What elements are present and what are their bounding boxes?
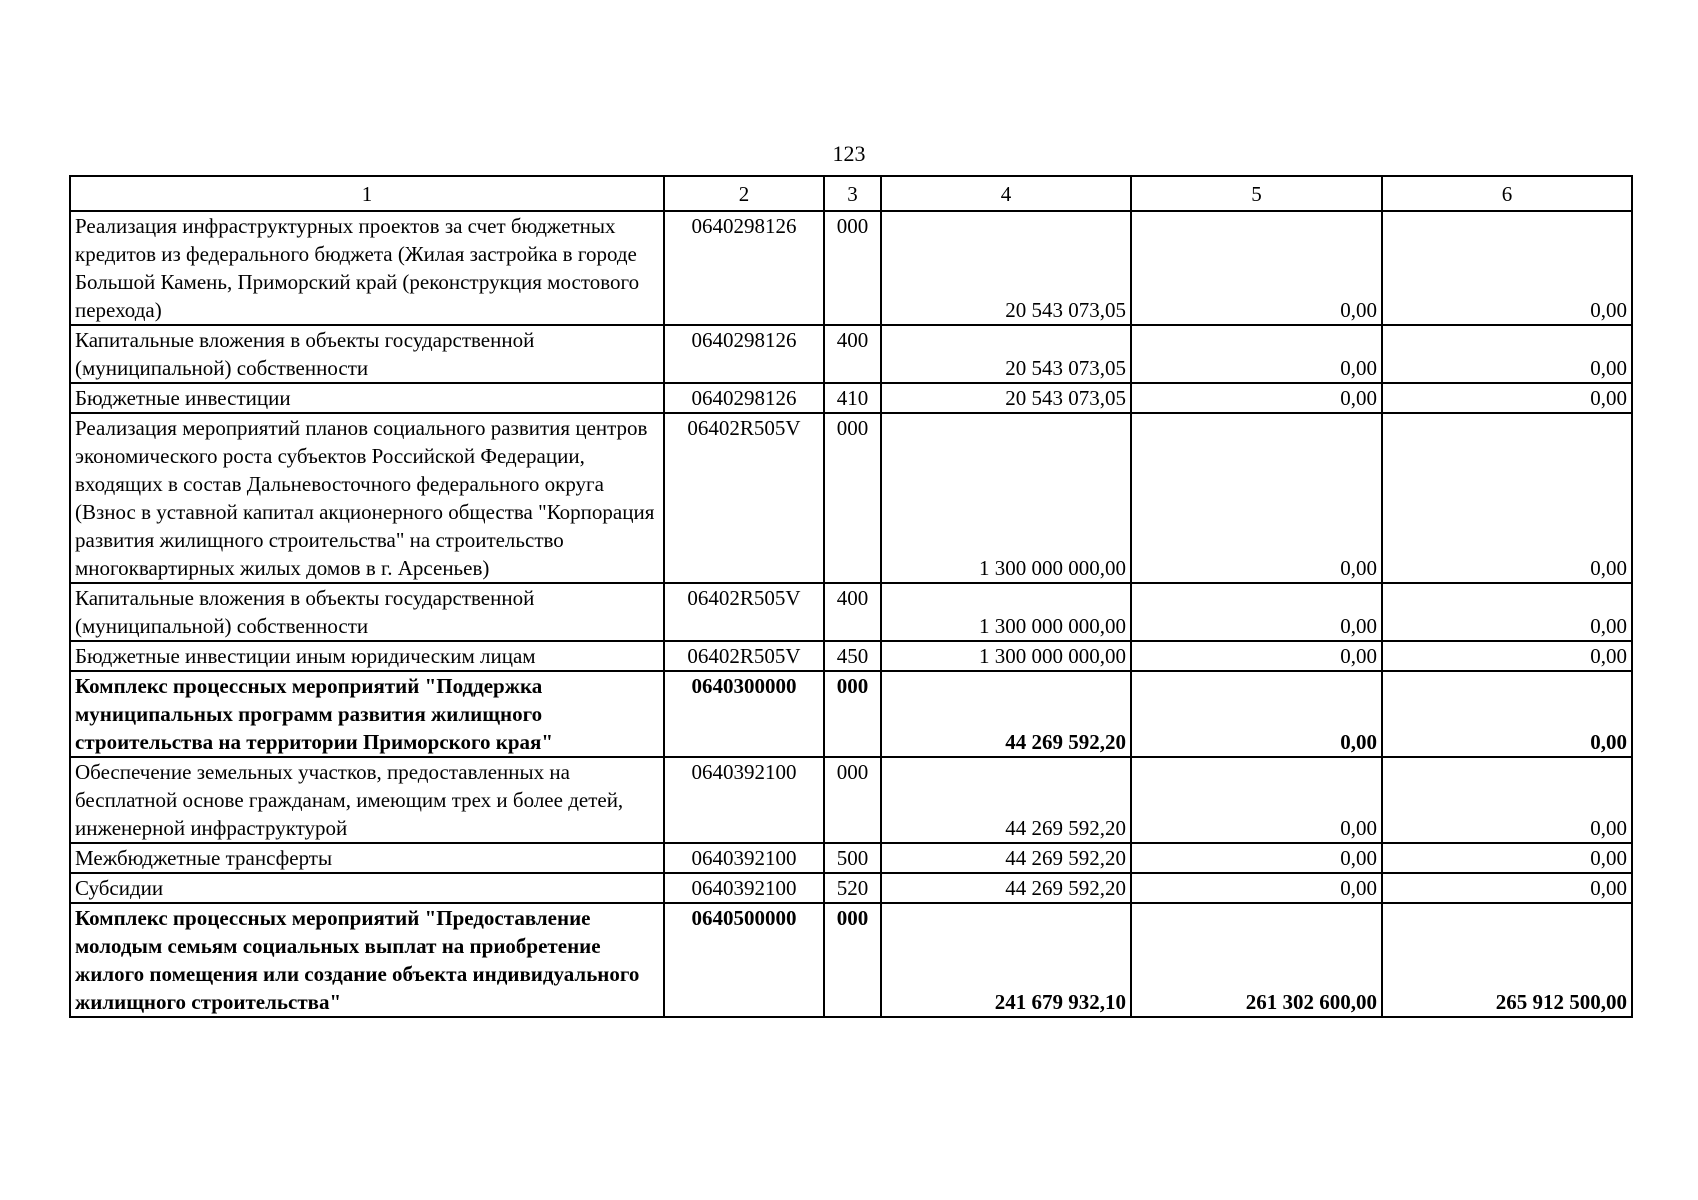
cell-code: 0640298126 <box>664 211 824 325</box>
cell-amount-col4: 44 269 592,20 <box>881 757 1131 843</box>
cell-expense-type: 000 <box>824 211 881 325</box>
budget-table <box>69 175 1633 1018</box>
cell-amount-col5: 0,00 <box>1131 671 1382 757</box>
cell-name: Комплекс процессных мероприятий "Поддержка муниципальных программ развития жилищного строительства на территории Приморского края" <box>70 671 664 757</box>
cell-amount-col4: 20 543 073,05 <box>881 211 1131 325</box>
cell-code: 0640392100 <box>664 843 824 873</box>
cell-code: 06402R505V <box>664 413 824 583</box>
column-header-5: 5 <box>1131 176 1382 211</box>
cell-code: 0640392100 <box>664 873 824 903</box>
table-row <box>70 325 1632 383</box>
cell-name: Межбюджетные трансферты <box>70 843 664 873</box>
cell-amount-col6: 0,00 <box>1382 873 1632 903</box>
cell-amount-col6: 0,00 <box>1382 843 1632 873</box>
cell-amount-col6: 265 912 500,00 <box>1382 903 1632 1017</box>
cell-amount-col6: 0,00 <box>1382 413 1632 583</box>
cell-expense-type: 000 <box>824 903 881 1017</box>
column-header-4: 4 <box>881 176 1131 211</box>
cell-amount-col5: 0,00 <box>1131 211 1382 325</box>
cell-amount-col5: 0,00 <box>1131 843 1382 873</box>
cell-code: 06402R505V <box>664 583 824 641</box>
cell-name: Субсидии <box>70 873 664 903</box>
cell-amount-col4: 44 269 592,20 <box>881 671 1131 757</box>
header-row <box>70 176 1632 211</box>
table-row <box>70 873 1632 903</box>
cell-amount-col6: 0,00 <box>1382 211 1632 325</box>
table-row <box>70 583 1632 641</box>
cell-amount-col6: 0,00 <box>1382 671 1632 757</box>
cell-expense-type: 000 <box>824 413 881 583</box>
cell-amount-col6: 0,00 <box>1382 583 1632 641</box>
cell-amount-col5: 0,00 <box>1131 413 1382 583</box>
table-row <box>70 413 1632 583</box>
cell-amount-col4: 44 269 592,20 <box>881 873 1131 903</box>
table-row <box>70 211 1632 325</box>
cell-expense-type: 000 <box>824 671 881 757</box>
cell-name: Бюджетные инвестиции <box>70 383 664 413</box>
cell-expense-type: 500 <box>824 843 881 873</box>
cell-expense-type: 410 <box>824 383 881 413</box>
cell-amount-col6: 0,00 <box>1382 641 1632 671</box>
cell-amount-col5: 0,00 <box>1131 383 1382 413</box>
cell-code: 06402R505V <box>664 641 824 671</box>
cell-amount-col4: 44 269 592,20 <box>881 843 1131 873</box>
table-row <box>70 671 1632 757</box>
cell-expense-type: 520 <box>824 873 881 903</box>
cell-code: 0640298126 <box>664 325 824 383</box>
cell-name: Бюджетные инвестиции иным юридическим лицам <box>70 641 664 671</box>
cell-amount-col5: 0,00 <box>1131 325 1382 383</box>
column-header-1: 1 <box>70 176 664 211</box>
cell-code: 0640500000 <box>664 903 824 1017</box>
table-row <box>70 641 1632 671</box>
cell-amount-col5: 0,00 <box>1131 873 1382 903</box>
cell-amount-col4: 20 543 073,05 <box>881 383 1131 413</box>
cell-amount-col5: 0,00 <box>1131 641 1382 671</box>
cell-name: Реализация инфраструктурных проектов за счет бюджетных кредитов из федерального бюджета (Жилая застройка в городе Большой Камень, Приморский край (реконструкция мостового перехода) <box>70 211 664 325</box>
cell-amount-col4: 241 679 932,10 <box>881 903 1131 1017</box>
cell-amount-col6: 0,00 <box>1382 325 1632 383</box>
table-row <box>70 383 1632 413</box>
table-row <box>70 757 1632 843</box>
column-header-3: 3 <box>824 176 881 211</box>
cell-expense-type: 000 <box>824 757 881 843</box>
cell-name: Капитальные вложения в объекты государственной (муниципальной) собственности <box>70 583 664 641</box>
cell-name: Обеспечение земельных участков, предоставленных на бесплатной основе гражданам, имеющим трех и более детей, инженерной инфраструктурой <box>70 757 664 843</box>
cell-amount-col6: 0,00 <box>1382 383 1632 413</box>
column-header-6: 6 <box>1382 176 1632 211</box>
table-row <box>70 903 1632 1017</box>
cell-amount-col4: 1 300 000 000,00 <box>881 413 1131 583</box>
page-number: 123 <box>832 141 866 166</box>
column-header-2: 2 <box>664 176 824 211</box>
cell-name: Капитальные вложения в объекты государственной (муниципальной) собственности <box>70 325 664 383</box>
cell-code: 0640300000 <box>664 671 824 757</box>
cell-expense-type: 400 <box>824 583 881 641</box>
cell-name: Комплекс процессных мероприятий "Предоставление молодым семьям социальных выплат на приобретение жилого помещения или создание объекта индивидуального жилищного строительства" <box>70 903 664 1017</box>
table-row <box>70 843 1632 873</box>
cell-amount-col5: 0,00 <box>1131 583 1382 641</box>
cell-amount-col5: 261 302 600,00 <box>1131 903 1382 1017</box>
table-body <box>70 211 1632 1017</box>
cell-name: Реализация мероприятий планов социального развития центров экономического роста субъектов Российской Федерации, входящих в состав Дальневосточного федерального округа (Взнос в уставной капитал акционерного общества "Корпорация развития жилищного строительства" на строительство многоквартирных жилых домов в г. Арсеньев) <box>70 413 664 583</box>
cell-amount-col4: 1 300 000 000,00 <box>881 583 1131 641</box>
cell-amount-col6: 0,00 <box>1382 757 1632 843</box>
cell-amount-col4: 1 300 000 000,00 <box>881 641 1131 671</box>
cell-code: 0640392100 <box>664 757 824 843</box>
cell-amount-col5: 0,00 <box>1131 757 1382 843</box>
cell-code: 0640298126 <box>664 383 824 413</box>
cell-amount-col4: 20 543 073,05 <box>881 325 1131 383</box>
cell-expense-type: 400 <box>824 325 881 383</box>
cell-expense-type: 450 <box>824 641 881 671</box>
